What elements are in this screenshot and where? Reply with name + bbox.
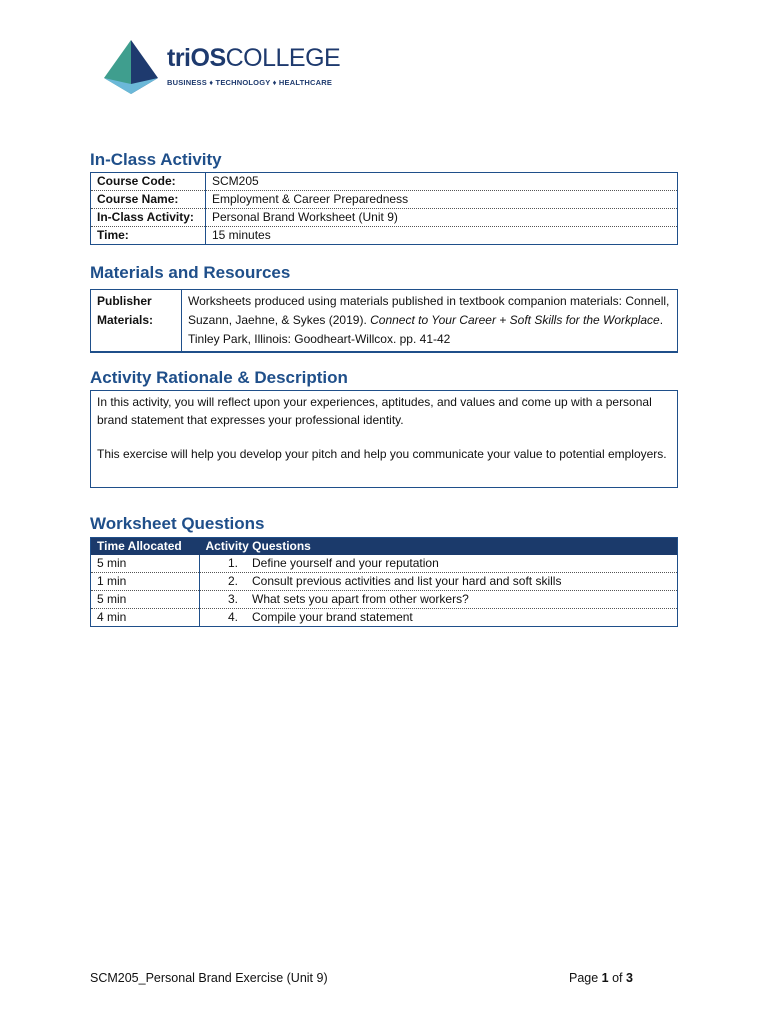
brand-tagline: BUSINESS ♦ TECHNOLOGY ♦ HEALTHCARE — [167, 78, 333, 87]
rationale-heading: Activity Rationale & Description — [90, 368, 348, 387]
table-row: 5 min 1. Define yourself and your reputation — [91, 555, 678, 573]
rationale-paragraph: This exercise will help you develop your pitch and help you communicate your value to potential employers. — [97, 447, 667, 461]
materials-heading: Materials and Resources — [90, 263, 291, 282]
footer-doc-name: SCM205_Personal Brand Exercise (Unit 9) — [90, 971, 328, 985]
rationale-box — [90, 390, 678, 488]
college-logo — [100, 38, 340, 98]
table-row: Course Name: Employment & Career Preparedness — [91, 191, 678, 209]
table-row: 5 min 3. What sets you apart from other workers? — [91, 591, 678, 609]
brand-name: triOSCOLLEGE — [167, 44, 341, 72]
worksheet-heading: Worksheet Questions — [90, 514, 265, 533]
publisher-citation: Worksheets produced using materials published in textbook companion materials: Connell, Suzann, Jaehne, & Sykes (2019). Connect to Your Career + Soft Skills for the Workplace. Tinley Park, Illinois: Goodheart-Willcox. pp. 41-42 — [188, 294, 670, 346]
course-info-table — [90, 172, 678, 245]
pyramid-logo-icon — [100, 38, 162, 96]
publisher-label: Publisher Materials: — [91, 290, 182, 353]
table-row: Time: 15 minutes — [91, 227, 678, 245]
table-row: Course Code: SCM205 — [91, 173, 678, 191]
worksheet-table — [90, 537, 678, 627]
table-row: 1 min 2. Consult previous activities and list your hard and soft skills — [91, 573, 678, 591]
materials-table — [90, 289, 678, 353]
table-header-row: Time Allocated Activity Questions — [91, 538, 678, 556]
table-row — [91, 290, 678, 353]
in-class-heading: In-Class Activity — [90, 150, 222, 169]
rationale-paragraph: In this activity, you will reflect upon your experiences, aptitudes, and values and come up with a personal brand statement that expresses your professional identity. — [97, 395, 652, 427]
table-row: In-Class Activity: Personal Brand Worksheet (Unit 9) — [91, 209, 678, 227]
table-row: 4 min 4. Compile your brand statement — [91, 609, 678, 627]
footer-page-number: Page 1 of 3 — [569, 971, 633, 985]
